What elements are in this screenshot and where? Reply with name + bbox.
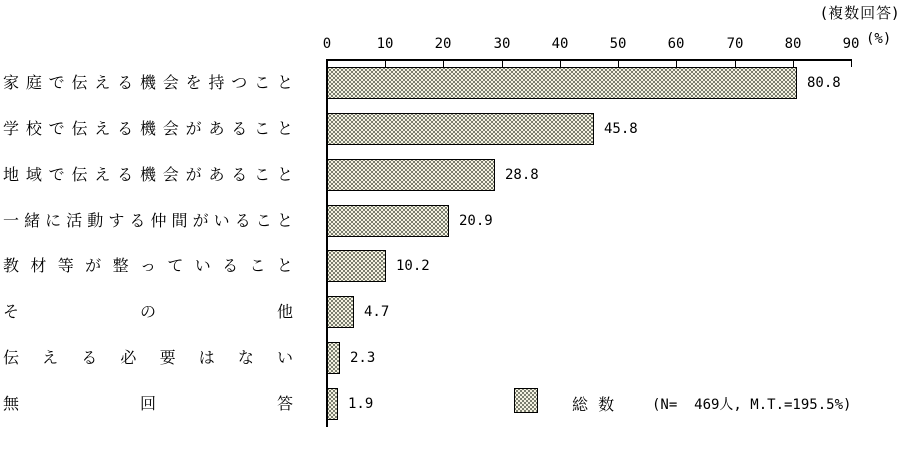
tick-label-40: 40 [551,36,569,52]
bar-value-label: 45.8 [604,121,638,137]
category-char: 持 [208,73,225,92]
category-char: 機 [139,119,156,138]
tick-label-10: 10 [376,36,394,52]
category-char: あ [208,119,225,138]
category-char: は [198,348,215,367]
tick-mark-20 [443,59,444,67]
tick-mark-80 [793,59,794,67]
category-char: こ [254,73,271,92]
category-char: 等 [57,256,74,275]
category-char: る [231,165,248,184]
tick-label-50: 50 [609,36,627,52]
category-char: る [222,256,239,275]
category-char: る [234,211,251,230]
bar-value-label: 4.7 [364,304,390,320]
tick-label-20: 20 [434,36,452,52]
category-char: 庭 [25,73,42,92]
category-char: こ [254,165,271,184]
bar [327,67,797,99]
category-char: こ [249,256,266,275]
bar [327,113,594,145]
category-char: 必 [120,348,137,367]
tick-label-0: 0 [322,36,332,52]
category-char: 無 [3,394,20,413]
category-char: 要 [159,348,176,367]
category-char: 会 [162,165,179,184]
category-char: あ [208,165,225,184]
category-char: そ [3,302,20,321]
category-char: い [194,256,211,275]
bar-value-label: 1.9 [348,396,374,412]
category-char: の [139,302,156,321]
bar-value-label: 10.2 [396,258,430,274]
bar [327,296,354,328]
category-char: 整 [112,256,129,275]
category-char: 校 [25,119,42,138]
category-char: で [48,73,65,92]
legend-label: 総 数 [572,395,615,414]
category-label [3,67,293,99]
bar [327,159,495,191]
tick-mark-10 [385,59,386,67]
category-label [3,388,293,420]
category-char: に [45,211,62,230]
category-char: こ [255,211,272,230]
category-char: 緒 [24,211,41,230]
category-char: 機 [139,165,156,184]
category-char: な [237,348,254,367]
category-char: る [117,119,134,138]
category-char: つ [231,73,248,92]
tick-label-80: 80 [784,36,802,52]
x-axis-line [326,59,852,61]
category-label [3,113,293,145]
category-char: が [192,211,209,230]
category-char: る [129,211,146,230]
category-char: が [185,119,202,138]
category-char: い [213,211,230,230]
category-char: 機 [139,73,156,92]
category-char: 会 [162,73,179,92]
tick-label-30: 30 [493,36,511,52]
category-char: 動 [87,211,104,230]
tick-mark-50 [618,59,619,67]
category-char: 地 [3,165,20,184]
category-char: っ [139,256,156,275]
tick-mark-30 [502,59,503,67]
category-label [3,296,293,328]
category-char: で [48,119,65,138]
category-label [3,342,293,374]
tick-label-70: 70 [726,36,744,52]
tick-mark-90 [851,59,852,67]
bar-value-label: 80.8 [807,75,841,91]
legend-swatch [514,388,538,413]
category-char: 間 [171,211,188,230]
bar [327,388,338,420]
category-char: 伝 [3,348,20,367]
category-char: る [81,348,98,367]
category-char: 伝 [71,73,88,92]
bar-value-label: 28.8 [505,167,539,183]
bar [327,342,340,374]
category-char: 材 [30,256,47,275]
multiple-answer-annotation: (複数回答) [821,4,899,22]
bar-value-label: 20.9 [459,213,493,229]
category-char: と [276,256,293,275]
category-char: 一 [3,211,20,230]
category-char: 答 [276,394,293,413]
category-char: 伝 [71,119,88,138]
category-char: が [185,165,202,184]
category-char: を [185,73,202,92]
category-char: え [94,119,111,138]
bar-value-label: 2.3 [350,350,376,366]
tick-label-90: 90 [842,36,860,52]
category-char: 家 [3,73,20,92]
bar [327,250,386,282]
category-char: こ [254,119,271,138]
category-char: 他 [276,302,293,321]
category-char: 域 [25,165,42,184]
category-char: す [108,211,125,230]
category-char: え [94,73,111,92]
category-char: る [117,73,134,92]
category-char: る [231,119,248,138]
category-char: 伝 [71,165,88,184]
tick-mark-60 [676,59,677,67]
category-label [3,250,293,282]
category-label [3,205,293,237]
category-label [3,159,293,191]
tick-label-60: 60 [667,36,685,52]
category-char: 教 [3,256,20,275]
category-char: 仲 [150,211,167,230]
axis-unit-label: (%) [866,31,892,47]
category-char: え [42,348,59,367]
category-char: え [94,165,111,184]
category-char: と [276,165,293,184]
bar [327,205,449,237]
category-char: る [117,165,134,184]
category-char: 活 [66,211,83,230]
category-char: と [276,73,293,92]
category-char: が [85,256,102,275]
category-char: い [276,348,293,367]
category-char: で [48,165,65,184]
category-char: 会 [162,119,179,138]
tick-mark-70 [735,59,736,67]
legend-sample-note: (N= 469人, M.T.=195.5%) [652,397,852,413]
category-char: と [276,211,293,230]
category-char: 回 [139,394,156,413]
category-char: 学 [3,119,20,138]
category-char: て [167,256,184,275]
tick-mark-40 [560,59,561,67]
category-char: と [276,119,293,138]
